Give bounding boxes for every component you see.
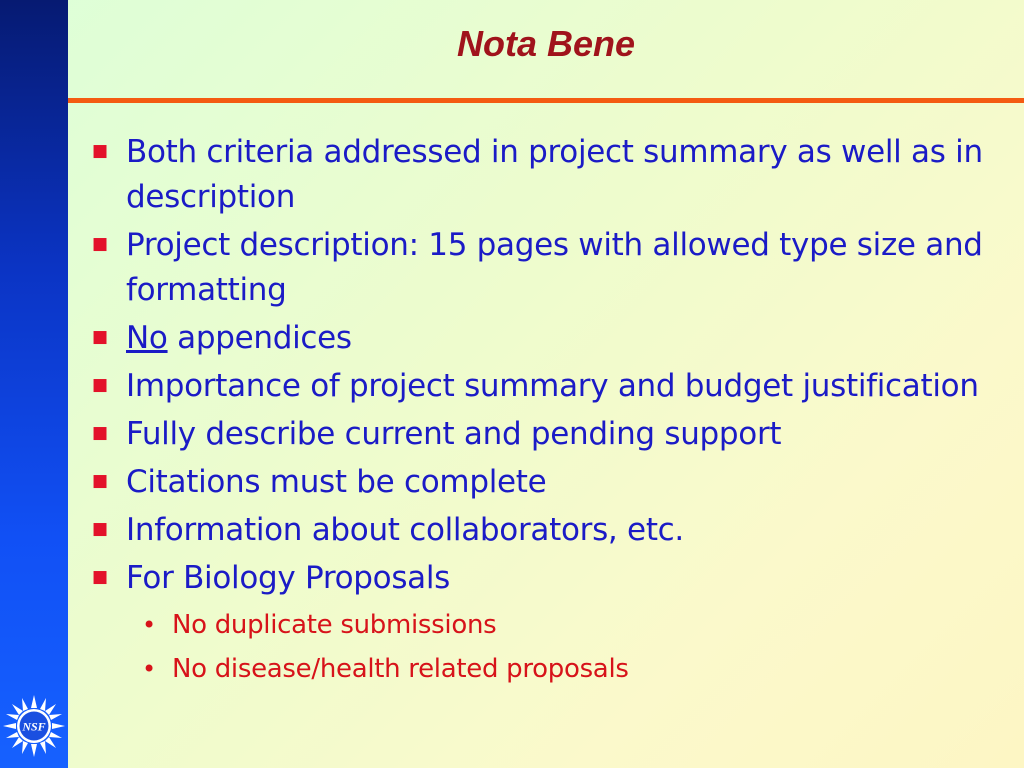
- square-bullet-icon: ■: [92, 519, 108, 539]
- dot-bullet-icon: •: [142, 655, 156, 683]
- sub-bullet-item: [126, 603, 1013, 647]
- bullet-item: [88, 460, 1013, 505]
- bullet-list: [88, 130, 1013, 694]
- bullet-text: Information about collaborators, etc.: [126, 512, 684, 548]
- slide-title: Nota Bene: [456, 23, 636, 64]
- bullet-item: [88, 130, 1013, 220]
- bullet-item: [88, 364, 1013, 409]
- bullet-text: Citations must be complete: [126, 464, 547, 500]
- sub-bullet-text: No duplicate submissions: [172, 610, 497, 640]
- sub-bullet-text: No disease/health related proposals: [172, 654, 629, 684]
- square-bullet-icon: ■: [92, 375, 108, 395]
- square-bullet-icon: ■: [92, 234, 108, 254]
- bullet-item: [88, 412, 1013, 457]
- bullet-item: [88, 556, 1013, 691]
- bullet-emphasis: No: [126, 320, 168, 356]
- dot-bullet-icon: •: [142, 611, 156, 639]
- bullet-text: Both criteria addressed in project summary as well as in description: [126, 134, 983, 215]
- bullet-text: Project description: 15 pages with allowed type size and formatting: [126, 227, 983, 308]
- square-bullet-icon: ■: [92, 327, 108, 347]
- bullet-text: For Biology Proposals: [126, 560, 451, 596]
- sub-bullet-item: [126, 647, 1013, 691]
- square-bullet-icon: ■: [92, 567, 108, 587]
- sidebar-band: [0, 0, 68, 768]
- bullet-text: Importance of project summary and budget justification: [126, 368, 979, 404]
- logo-text: NSF: [22, 719, 46, 734]
- bullet-item: [88, 508, 1013, 553]
- bullet-text: Fully describe current and pending support: [126, 416, 782, 452]
- bullet-item: [88, 316, 1013, 361]
- title-divider: [68, 98, 1024, 103]
- square-bullet-icon: ■: [92, 471, 108, 491]
- square-bullet-icon: ■: [92, 141, 108, 161]
- square-bullet-icon: ■: [92, 423, 108, 443]
- sub-bullet-list: [126, 603, 1013, 691]
- bullet-text: appendices: [167, 320, 352, 356]
- bullet-item: [88, 223, 1013, 313]
- nsf-logo-icon: [2, 694, 66, 758]
